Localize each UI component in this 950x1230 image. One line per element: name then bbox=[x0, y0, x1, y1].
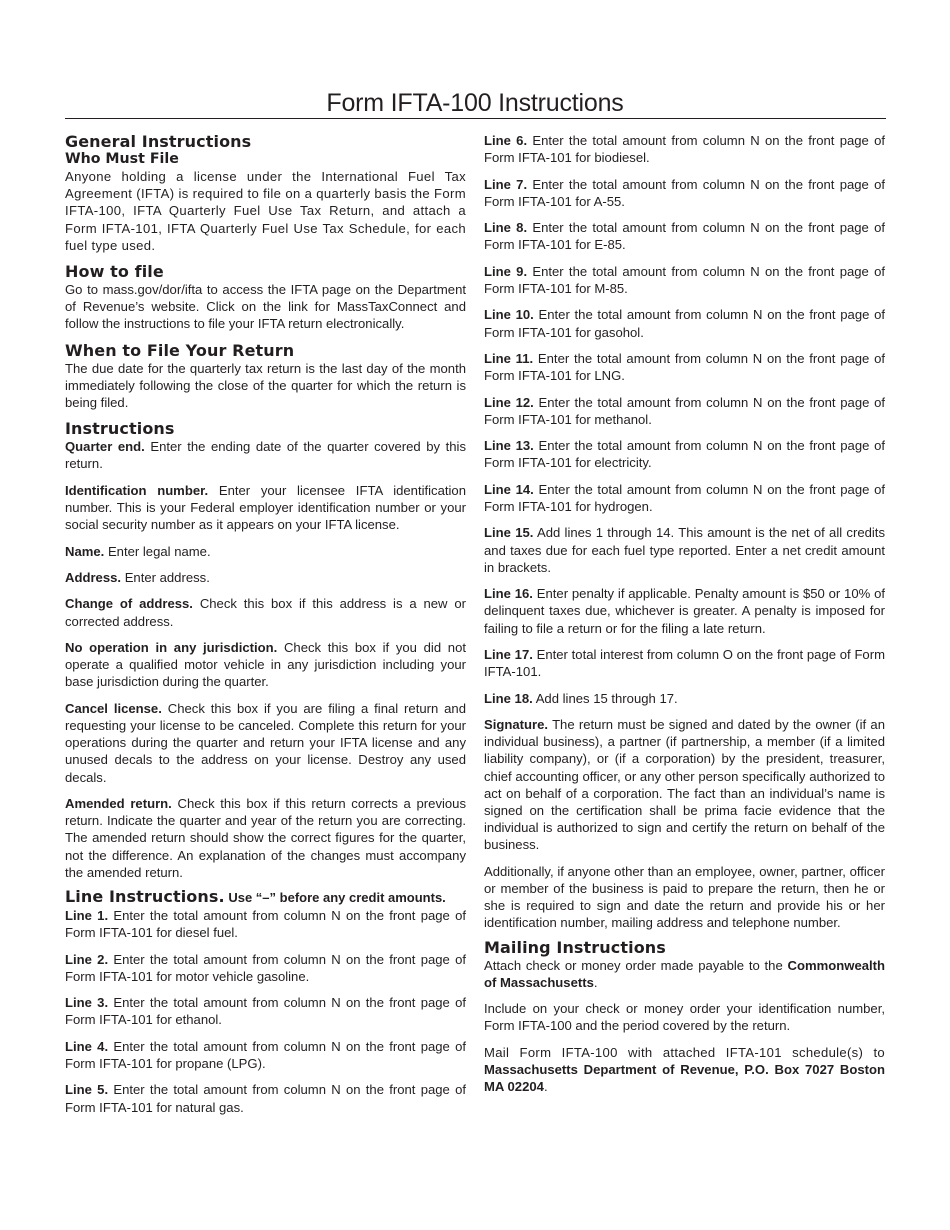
line-label: Line 14. bbox=[484, 481, 534, 497]
line-item: Line 12. Enter the total amount from column N on the front page of Form IFTA-101 for methanol. bbox=[484, 394, 885, 427]
mailing-payable: Attach check or money order made payable to the Commonwealth of Massachusetts. bbox=[484, 957, 886, 990]
left-column bbox=[65, 132, 466, 1125]
additionally-paragraph: Additionally, if anyone other than an employee, owner, partner, officer or member of the business is paid to prepare the return, then he or she is required to sign and date the return and provide his or her identification number, mailing address and telephone number. bbox=[484, 863, 885, 931]
line-label: Line 11. bbox=[484, 350, 534, 366]
instruction-item: Change of address. Check this box if this address is a new or corrected address. bbox=[65, 596, 467, 629]
instructions-heading: Instructions bbox=[65, 419, 175, 439]
signature-label: Signature. bbox=[484, 716, 549, 732]
line-item: Line 13. Enter the total amount from column N on the front page of Form IFTA-101 for electricity. bbox=[484, 438, 885, 471]
line-item: Line 8. Enter the total amount from column N on the front page of Form IFTA-101 for E-85. bbox=[484, 220, 886, 253]
line-label: Line 4. bbox=[65, 1038, 109, 1054]
item-label: Identification number. bbox=[65, 482, 209, 498]
line-label: Line 7. bbox=[484, 176, 528, 192]
instruction-item: Amended return. Check this box if this return corrects a previous return. Indicate the quarter and year of the return you are correcting. The amended return should show the correct figures for the quarter, not the difference. An explanation of the changes must accompany the amended return. bbox=[65, 796, 467, 880]
line-item: Line 5. Enter the total amount from column N on the front page of Form IFTA-101 for natural gas. bbox=[65, 1082, 467, 1115]
item-label: Amended return. bbox=[65, 796, 172, 811]
line-label: Line 13. bbox=[484, 438, 534, 454]
right-column bbox=[484, 132, 885, 1105]
item-label: Cancel license. bbox=[65, 700, 162, 716]
who-must-file-text: Anyone holding a license under the International Fuel Tax Agreement (IFTA) is required to file on a quarterly basis the Form IFTA-100, IFTA Quarterly Fuel Use Tax Return, and attach a Form IFTA-101, IFTA Quarterly Fuel Use Tax Schedule, for each fuel type used. bbox=[65, 169, 466, 253]
line-item: Line 7. Enter the total amount from column N on the front page of Form IFTA-101 for A-55. bbox=[484, 176, 886, 209]
who-must-file-heading: Who Must File bbox=[65, 151, 179, 167]
line-item: Line 17. Enter total interest from column O on the front page of Form IFTA-101. bbox=[484, 646, 885, 680]
line-item: Line 11. Enter the total amount from column N on the front page of Form IFTA-101 for LNG. bbox=[484, 350, 885, 384]
mailing-include: Include on your check or money order your identification number, Form IFTA-100 and the period covered by the return. bbox=[484, 1001, 885, 1034]
instruction-item: Cancel license. Check this box if you are filing a final return and requesting your license to be canceled. Complete this return for your operations during the quarter and return your IFTA license and any unused decals to the address on your license. Destroy any used decals. bbox=[65, 700, 466, 785]
line-item: Line 14. Enter the total amount from column N on the front page of Form IFTA-101 for hydrogen. bbox=[484, 481, 885, 514]
line-item: Line 9. Enter the total amount from column N on the front page of Form IFTA-101 for M-85. bbox=[484, 263, 886, 296]
line-instructions-heading: Line Instructions. Use “–” before any credit amounts. bbox=[65, 887, 446, 907]
how-to-file-text: Go to mass.gov/dor/ifta to access the IFTA page on the Department of Revenue’s website. Click on the link for MassTaxConnect and follow the instructions to file your IFTA return electronically. bbox=[65, 282, 466, 332]
line-label: Line 12. bbox=[484, 394, 534, 410]
line-item: Line 10. Enter the total amount from column N on the front page of Form IFTA-101 for gasohol. bbox=[484, 307, 885, 340]
item-label: Quarter end. bbox=[65, 439, 145, 455]
line-item: Line 4. Enter the total amount from column N on the front page of Form IFTA-101 for propane (LPG). bbox=[65, 1038, 467, 1071]
instruction-item: No operation in any jurisdiction. Check this box if you did not operate a qualified motor vehicle in any jurisdiction including your base jurisdiction during the quarter. bbox=[65, 640, 467, 690]
general-instructions-heading: General Instructions bbox=[65, 132, 252, 151]
line-label: Line 16. bbox=[484, 586, 533, 602]
how-to-file-heading: How to file bbox=[65, 262, 164, 282]
item-label: Name. bbox=[65, 543, 105, 559]
when-to-file-heading: When to File Your Return bbox=[65, 340, 295, 360]
line-item: Line 6. Enter the total amount from column N on the front page of Form IFTA-101 for biodiesel. bbox=[484, 133, 886, 166]
mailing-address: Mail Form IFTA-100 with attached IFTA-101 schedule(s) to Massachusetts Department of Revenue, P.O. Box 7027 Boston MA 02204. bbox=[484, 1044, 885, 1095]
signature-paragraph: Signature. The return must be signed and dated by the owner (if an individual business), a partner (if partnership, a member (if a limited liability company), or (if a corporation) by the president, treasurer, chief accounting officer, or any other person specifically authorized to act on behalf of a corporation. The fact than an individual’s name is signed on the certification shall be prima facie evidence that the individual is authorized to sign and certify the return on behalf of the business. bbox=[484, 716, 885, 853]
line-label: Line 5. bbox=[65, 1082, 109, 1098]
mailing-instructions-heading: Mailing Instructions bbox=[484, 937, 666, 957]
title-divider bbox=[65, 118, 886, 119]
credit-note: Use “–” before any credit amounts. bbox=[228, 890, 446, 906]
line-label: Line 2. bbox=[65, 951, 109, 967]
line-label: Line 3. bbox=[65, 995, 109, 1011]
page-title: Form IFTA-100 Instructions bbox=[326, 89, 624, 117]
instruction-item: Quarter end. Enter the ending date of the quarter covered by this return. bbox=[65, 439, 467, 472]
line-label: Line 8. bbox=[484, 220, 528, 236]
instruction-item: Identification number. Enter your licensee IFTA identification number. This is your Federal employer identification number or your social security number as it appears on your IFTA license. bbox=[65, 482, 466, 533]
item-label: Address. bbox=[65, 570, 122, 586]
instruction-item: Address. Enter address. bbox=[65, 570, 210, 586]
line-label: Line 15. bbox=[484, 525, 534, 541]
item-label: Change of address. bbox=[65, 596, 193, 612]
line-label: Line 6. bbox=[484, 133, 528, 148]
line-label: Line 18. bbox=[484, 690, 533, 706]
line-item: Line 2. Enter the total amount from column N on the front page of Form IFTA-101 for motor vehicle gasoline. bbox=[65, 951, 467, 984]
line-label: Line 10. bbox=[484, 307, 534, 323]
line-item: Line 3. Enter the total amount from column N on the front page of Form IFTA-101 for ethanol. bbox=[65, 995, 467, 1028]
line-item: Line 16. Enter penalty if applicable. Penalty amount is $50 or 10% of delinquent taxes due, whichever is greater. A penalty is imposed for failing to file a return or for the filing a late return. bbox=[484, 586, 886, 636]
line-item: Line 18. Add lines 15 through 17. bbox=[484, 690, 678, 706]
item-label: No operation in any jurisdiction. bbox=[65, 640, 278, 655]
line-item: Line 15. Add lines 1 through 14. This amount is the net of all credits and taxes due for each fuel type reported. Enter a net credit amount in brackets. bbox=[484, 525, 885, 575]
line-label: Line 9. bbox=[484, 263, 528, 279]
instruction-item: Name. Enter legal name. bbox=[65, 543, 211, 559]
line-label: Line 1. bbox=[65, 908, 109, 924]
line-label: Line 17. bbox=[484, 646, 533, 662]
line-item: Line 1. Enter the total amount from column N on the front page of Form IFTA-101 for diesel fuel. bbox=[65, 908, 467, 941]
when-to-file-text: The due date for the quarterly tax return is the last day of the month immediately following the close of the quarter for which the return is being filed. bbox=[65, 360, 466, 411]
